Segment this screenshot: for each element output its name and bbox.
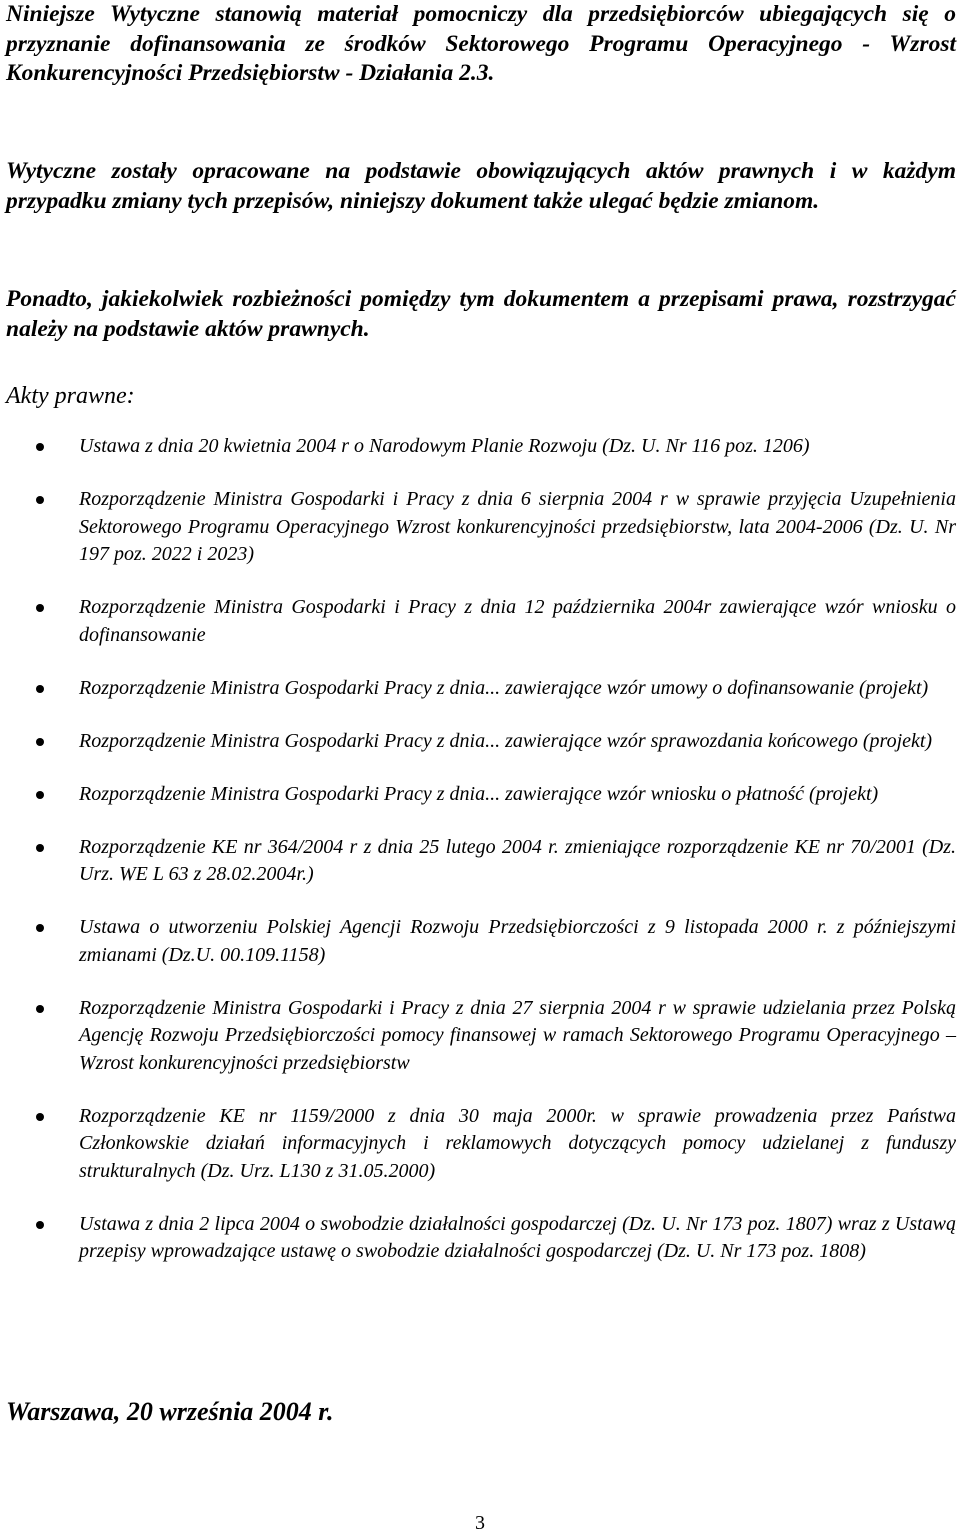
list-item [6, 594, 956, 649]
bullet-icon [36, 604, 44, 612]
list-item-text: Rozporządzenie Ministra Gospodarki i Pracy z dnia 27 sierpnia 2004 r w sprawie udzielania przez Polską Agencję Rozwoju Przedsiębiorczości pomocy finansowej w ramach Sektorowego Programu Operacyjnego – Wzrost konkurencyjności przedsiębiorstw [79, 996, 956, 1074]
bullet-icon [36, 924, 44, 932]
list-item [6, 1103, 956, 1186]
page-number: 3 [475, 1512, 485, 1534]
list-item [6, 781, 956, 809]
list-item-text: Ustawa z dnia 20 kwietnia 2004 r o Narodowym Planie Rozwoju (Dz. U. Nr 116 poz. 1206) [79, 435, 810, 457]
bullet-icon [36, 791, 44, 799]
list-item-text: Rozporządzenie Ministra Gospodarki Pracy z dnia... zawierające wzór sprawozdania końcowego (projekt) [79, 729, 933, 752]
list-item [6, 834, 956, 889]
legal-acts-list [6, 433, 956, 1291]
intro-paragraph-2: Wytyczne zostały opracowane na podstawie obowiązujących aktów prawnych i w każdym przypadku zmiany tych przepisów, niniejszy dokument także ulegać będzie zmianom. [6, 158, 956, 214]
list-item-text: Rozporządzenie Ministra Gospodarki i Pracy z dnia 6 sierpnia 2004 r w sprawie przyjęcia Uzupełnienia Sektorowego Programu Operacyjnego Wzrost konkurencyjności przedsiębiorstw, lata 2004-2006 (Dz. U. Nr 197 poz. 2022 i 2023) [79, 488, 956, 565]
list-item [6, 675, 956, 703]
bullet-icon [36, 685, 44, 693]
list-item-text: Rozporządzenie KE nr 1159/2000 z dnia 30 maja 2000r. w sprawie prowadzenia przez Państwa Członkowskie działań informacyjnych i reklamowych dotyczących pomocy udzielanej z funduszy strukturalnych (Dz. Urz. L130 z 31.05.2000) [79, 1104, 956, 1182]
list-item [6, 1211, 956, 1266]
bullet-icon [36, 496, 44, 504]
bullet-icon [36, 1005, 44, 1013]
bullet-icon [36, 844, 44, 852]
list-item-text: Rozporządzenie Ministra Gospodarki Pracy z dnia... zawierające wzór wniosku o płatność (projekt) [79, 782, 879, 805]
intro-paragraph-3: Ponadto, jakiekolwiek rozbieżności pomiędzy tym dokumentem a przepisami prawa, rozstrzygać należy na podstawie aktów prawnych. [6, 286, 956, 342]
bullet-icon [36, 738, 44, 746]
list-item-text: Rozporządzenie Ministra Gospodarki Pracy z dnia... zawierające wzór umowy o dofinansowanie (projekt) [79, 676, 929, 699]
list-item-text: Ustawa z dnia 2 lipca 2004 o swobodzie działalności gospodarczej (Dz. U. Nr 173 poz. 1807) wraz z Ustawą przepisy wprowadzające ustawę o swobodzie działalności gospodarczej (Dz. U. Nr 173 poz. 1808) [79, 1212, 956, 1262]
list-item-text: Ustawa o utworzeniu Polskiej Agencji Rozwoju Przedsiębiorczości z 9 listopada 2000 r. z późniejszymi zmianami (Dz.U. 00.109.1158) [79, 916, 956, 966]
bullet-icon [36, 1221, 44, 1229]
list-item [6, 995, 956, 1078]
list-item-text: Rozporządzenie KE nr 364/2004 r z dnia 25 lutego 2004 r. zmieniające rozporządzenie KE nr 70/2001 (Dz. Urz. WE L 63 z 28.02.2004r.) [79, 835, 956, 885]
list-item [6, 486, 956, 569]
list-item [6, 914, 956, 969]
legal-acts-heading: Akty prawne: [6, 383, 135, 409]
place-date: Warszawa, 20 września 2004 r. [6, 1397, 334, 1426]
list-item [6, 728, 956, 756]
bullet-icon [36, 1113, 44, 1121]
bullet-icon [36, 443, 44, 451]
list-item-text: Rozporządzenie Ministra Gospodarki i Pracy z dnia 12 października 2004r zawierające wzór wniosku o dofinansowanie [79, 596, 956, 646]
intro-paragraph-1: Niniejsze Wytyczne stanowią materiał pomocniczy dla przedsiębiorców ubiegających się o przyznanie dofinansowania ze środków Sektorowego Programu Operacyjnego - Wzrost Konkurencyjności Przedsiębiorstw - Działania 2.3. [6, 1, 956, 87]
list-item [6, 433, 956, 461]
